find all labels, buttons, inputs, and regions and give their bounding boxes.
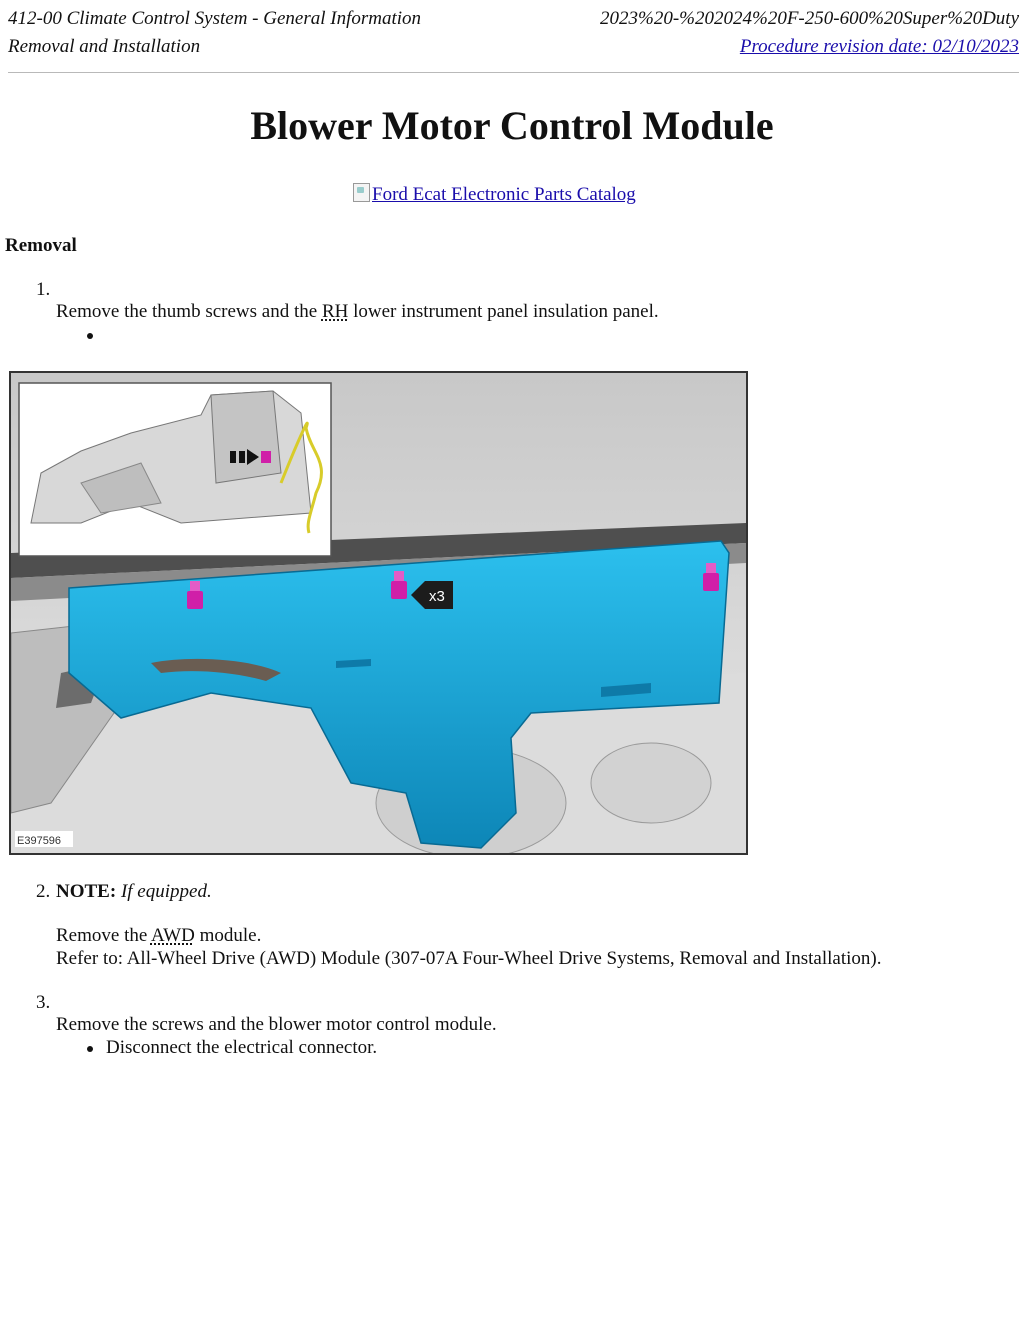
illustration-svg — [11, 373, 746, 853]
step-3-number: 3. — [36, 992, 51, 1013]
callout-label: x3 — [429, 588, 445, 605]
removal-heading: Removal — [5, 235, 77, 256]
figure-id: E397596 — [17, 835, 62, 847]
illustration-figure — [9, 371, 748, 855]
step-2-text: Remove the AWD module. — [56, 925, 262, 946]
broken-image-icon — [353, 183, 370, 202]
page-title: Blower Motor Control Module — [250, 103, 774, 148]
step-3-text: Remove the screws and the blower motor control module. — [56, 1014, 497, 1035]
step-3-bullet — [87, 1046, 93, 1052]
ecat-link-label: Ford Ecat Electronic Parts Catalog — [372, 184, 636, 205]
note-text: If equipped. — [120, 881, 212, 902]
step-1-text: Remove the thumb screws and the RH lower instrument panel insulation panel. — [56, 301, 659, 322]
abbr-awd: AWD — [150, 925, 195, 946]
ecat-link[interactable] — [353, 183, 636, 206]
step-1-bullet — [87, 333, 93, 339]
step-2-number: 2. — [36, 881, 51, 902]
revision-date-link[interactable]: Procedure revision date: 02/10/2023 — [739, 36, 1019, 57]
step-3-bullet-text: Disconnect the electrical connector. — [106, 1037, 378, 1058]
step-2-note — [56, 881, 212, 903]
abbr-rh: RH — [321, 301, 349, 322]
page-header — [8, 6, 1019, 73]
procedure-subtitle: Removal and Installation — [8, 36, 201, 57]
note-label: NOTE: — [56, 881, 117, 902]
section-title: 412-00 Climate Control System - General Information — [8, 8, 422, 29]
step-1-number: 1. — [36, 279, 51, 300]
vehicle-label: 2023%20-%202024%20F-250-600%20Super%20Duty — [600, 8, 1019, 29]
step-2-refer: Refer to: All-Wheel Drive (AWD) Module (307-07A Four-Wheel Drive Systems, Removal and Installation). — [56, 948, 882, 969]
